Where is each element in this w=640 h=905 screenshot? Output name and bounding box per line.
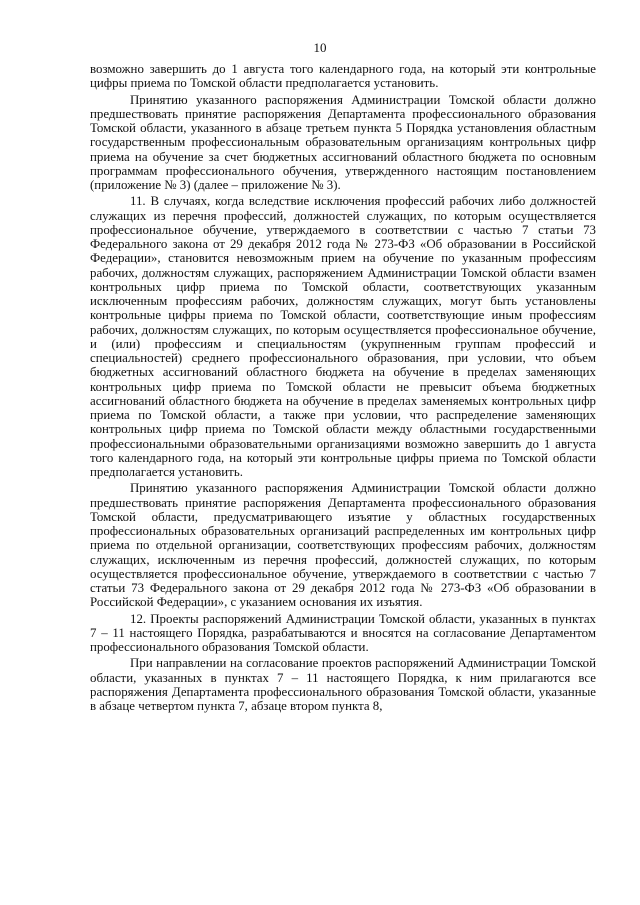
paragraph: Принятию указанного распоряжения Администрации Томской области должно предшествовать принятие распоряжения Департамента профессионального образования Томской области, предусматривающего изъятие у областных государственных профессиональных образовательных организаций распределенных им контрольных цифр приема по отдельной организации, соответствующих профессиям рабочих, должностям служащих, исключенным из перечня профессий, должностей служащих, по которым осуществляется профессиональное обучение, утверждаемого в соответствии с частью 7 статьи 73 Федерального закона от 29 декабря 2012 года № 273-ФЗ «Об образовании в Российской Федерации», с указанием основания их изъятия. [90, 481, 596, 610]
paragraph-continuation: возможно завершить до 1 августа того календарного года, на который эти контрольные цифры приема по Томской области предполагается установить. [90, 62, 596, 91]
paragraph: Принятию указанного распоряжения Администрации Томской области должно предшествовать принятие распоряжения Департамента профессионального образования Томской области, указанного в абзаце третьем пункта 5 Порядка установления областным государственным профессиональным образовательным организациям контрольных цифр приема на обучение за счет бюджетных ассигнований областного бюджета по основным программам профессионального обучения, утвержденного настоящим постановлением (приложение № 3) (далее – приложение № 3). [90, 92, 596, 192]
document-body [90, 62, 596, 715]
paragraph-item-12: 12. Проекты распоряжений Администрации Томской области, указанных в пунктах 7 – 11 настоящего Порядка, разрабатываются и вносятся на согласование Департаментом профессионального образования Томской области. [90, 611, 596, 654]
paragraph: При направлении на согласование проектов распоряжений Администрации Томской области, указанных в пунктах 7 – 11 настоящего Порядка, к ним прилагаются все распоряжения Департамента профессионального образования Томской области, указанные в абзаце четвертом пункта 7, абзаце втором пункта 8, [90, 656, 596, 713]
paragraph-item-11: 11. В случаях, когда вследствие исключения профессий рабочих либо должностей служащих из перечня профессий, должностей служащих, по которым осуществляется профессиональное обучение, утверждаемого в соответствии с частью 7 статьи 73 Федерального закона от 29 декабря 2012 года № 273-ФЗ «Об образовании в Российской Федерации», становится невозможным прием на обучение по указанным профессиям рабочих, должностям служащих, распоряжением Администрации Томской области взамен контрольных цифр приема по Томской области, соответствующих указанным исключенным профессиям рабочих, должностям служащих, могут быть установлены контрольные цифры приема по Томской области, соответствующие иным профессиям рабочих, должностям служащих, по которым осуществляется профессиональное обучение, и (или) профессиям и специальностям (укрупненным группам профессий и специальностей) среднего профессионального образования, при условии, что объем бюджетных ассигнований областного бюджета на обучение в пределах заменяющих контрольных цифр приема по Томской области не превысит объема бюджетных ассигнований областного бюджета на обучение в пределах заменяемых контрольных цифр приема по Томской области, а также при условии, что распределение заменяющих контрольных цифр приема по Томской области между областными государственными профессиональными образовательными организациями возможно завершить до 1 августа того календарного года, на который эти контрольные цифры приема по Томской области предполагается установить. [90, 194, 596, 479]
page-number: 10 [313, 40, 327, 55]
